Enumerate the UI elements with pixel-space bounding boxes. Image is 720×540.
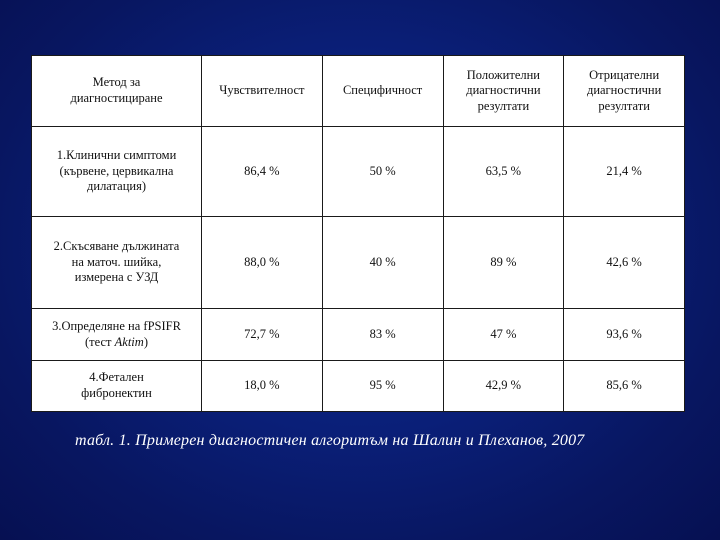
- header-specificity: Специфичност: [322, 56, 443, 127]
- table-row: [32, 309, 685, 361]
- header-negative-results: Отрицателни диагностични резултати: [564, 56, 685, 127]
- method-cell: 2.Скъсяване дължината на маточ. шийка, измерена с УЗД: [32, 217, 202, 309]
- table-row: [32, 217, 685, 309]
- method-text: 3.Определяне на fPSIFR (тест: [52, 318, 181, 349]
- positive-cell: 89 %: [443, 217, 564, 309]
- specificity-cell: 40 %: [322, 217, 443, 309]
- specificity-cell: 50 %: [322, 127, 443, 217]
- table-row: [32, 361, 685, 412]
- sensitivity-cell: 86,4 %: [202, 127, 323, 217]
- negative-cell: 21,4 %: [564, 127, 685, 217]
- method-italic-text: Aktim: [114, 334, 144, 349]
- positive-cell: 63,5 %: [443, 127, 564, 217]
- sensitivity-cell: 18,0 %: [202, 361, 323, 412]
- header-sensitivity: Чувствителност: [202, 56, 323, 127]
- table-row: [32, 127, 685, 217]
- positive-cell: 42,9 %: [443, 361, 564, 412]
- header-method: Метод за диагностициране: [32, 56, 202, 127]
- method-text-suffix: ): [143, 334, 148, 349]
- negative-cell: 85,6 %: [564, 361, 685, 412]
- sensitivity-cell: 88,0 %: [202, 217, 323, 309]
- header-positive-results: Положителни диагностични резултати: [443, 56, 564, 127]
- method-cell: [32, 309, 202, 361]
- negative-cell: 93,6 %: [564, 309, 685, 361]
- method-cell: 4.Фетален фибронектин: [32, 361, 202, 412]
- diagnostic-table: [31, 55, 685, 412]
- negative-cell: 42,6 %: [564, 217, 685, 309]
- sensitivity-cell: 72,7 %: [202, 309, 323, 361]
- positive-cell: 47 %: [443, 309, 564, 361]
- specificity-cell: 95 %: [322, 361, 443, 412]
- table-header-row: [32, 56, 685, 127]
- specificity-cell: 83 %: [322, 309, 443, 361]
- table-caption: табл. 1. Примерен диагностичен алгоритъм на Шалин и Плеханов, 2007: [75, 432, 585, 449]
- method-cell: 1.Клинични симптоми (кървене, цервикална дилатация): [32, 127, 202, 217]
